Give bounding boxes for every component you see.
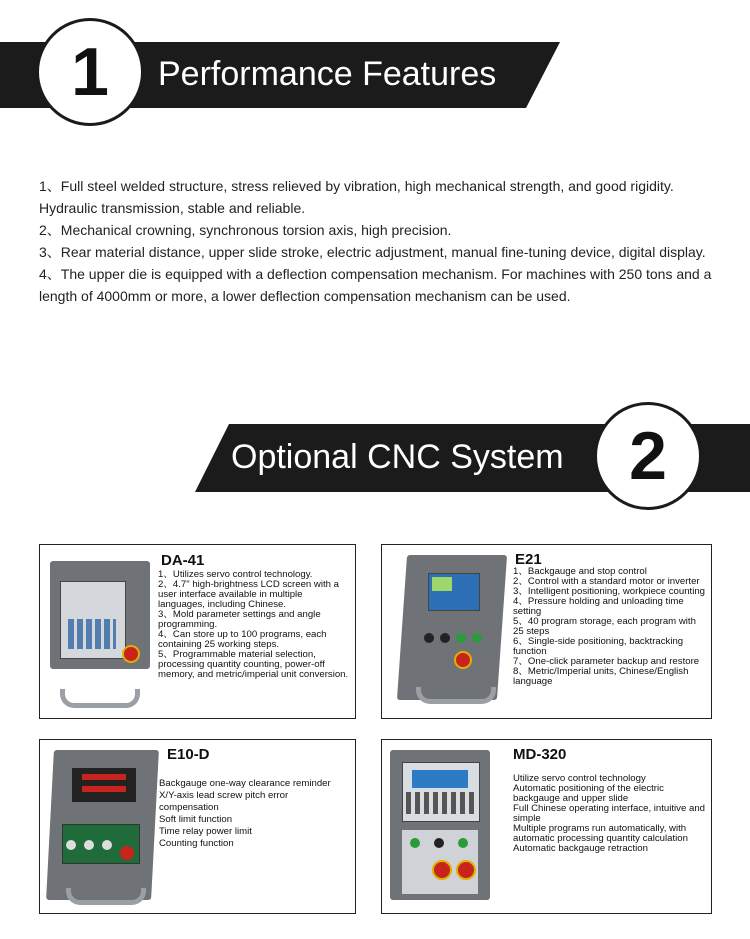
section2-number-badge (594, 402, 702, 510)
cnc-name: MD-320 (513, 746, 567, 763)
cnc-name: E21 (515, 551, 542, 568)
cnc-feature: Backgauge one-way clearance reminder (159, 778, 331, 789)
cnc-feature: 8、Metric/Imperial units, Chinese/English language (513, 666, 689, 687)
cnc-feature: 4、Can store up to 100 programs, each containing 25 working steps. (158, 629, 327, 650)
cnc-feature: 2、Control with a standard motor or inverter (513, 576, 700, 587)
cnc-card-md320 (381, 739, 712, 914)
cnc-feature: Soft limit function (159, 814, 233, 825)
cnc-feature: 7、One-click parameter backup and restore (513, 656, 700, 667)
cnc-feature-list (513, 567, 709, 687)
cnc-feature: 2、4.7" high-brightness LCD screen with a user interface available in multiple languages, including Chinese. (158, 579, 339, 610)
cnc-name: E10-D (167, 746, 210, 763)
feature-item: 4、The upper die is equipped with a deflection compensation mechanism. For machines with 250 tons and a length of 4000mm or more, a lower deflection compensation mechanism can be used. (39, 266, 712, 304)
cnc-feature: Utilize servo control technology (513, 773, 646, 784)
cnc-feature: 6、Single-side positioning, backtracking function (513, 636, 684, 657)
cnc-feature: Time relay power limit (159, 826, 252, 837)
section1-title: Performance Features (158, 55, 497, 93)
cnc-feature: 1、Utilizes servo control technology. (158, 569, 313, 580)
cnc-card-da41 (39, 544, 356, 719)
cnc-name: DA-41 (161, 552, 205, 569)
e21-controller-image (402, 555, 502, 715)
cnc-feature: Counting function (159, 838, 234, 849)
feature-item: 2、Mechanical crowning, synchronous torsion axis, high precision. (39, 222, 452, 238)
cnc-card-e10d (39, 739, 356, 914)
cnc-feature: 3、Mold parameter settings and angle programming. (158, 609, 321, 630)
cnc-feature: 4、Pressure holding and unloading time setting (513, 596, 684, 617)
feature-item: 1、Full steel welded structure, stress relieved by vibration, high mechanical strength, and good rigidity. Hydraulic transmission, stable and reliable. (39, 178, 674, 216)
cnc-feature: Full Chinese operating interface, intuitive and simple (513, 803, 705, 824)
cnc-feature: 1、Backgauge and stop control (513, 566, 647, 577)
section2-title: Optional CNC System (231, 438, 564, 476)
cnc-feature: 5、40 program storage, each program with 25 steps (513, 616, 696, 637)
cnc-feature: Multiple programs run automatically, with automatic processing quantity calculation (513, 823, 688, 844)
cnc-feature: Automatic positioning of the electric backgauge and upper slide (513, 783, 664, 804)
cnc-feature: Automatic backgauge retraction (513, 843, 648, 854)
e10d-controller-image (50, 750, 155, 910)
cnc-feature: 5、Programmable material selection, processing quantity counting, power-off memory, and metric/imperial unit conversion. (158, 649, 349, 680)
cnc-feature-list (159, 778, 349, 850)
cnc-card-e21 (381, 544, 712, 719)
section1-number-badge (36, 18, 144, 126)
cnc-feature: 3、Intelligent positioning, workpiece counting (513, 586, 705, 597)
cnc-feature-list (513, 774, 705, 854)
feature-item: 3、Rear material distance, upper slide stroke, electric adjustment, manual fine-tuning device, digital display. (39, 244, 706, 260)
section1-number: 1 (71, 34, 109, 110)
da41-controller-image (50, 561, 150, 711)
md320-controller-image (390, 750, 490, 910)
section2-number: 2 (629, 418, 667, 494)
cnc-feature-list (158, 570, 350, 680)
cnc-feature: X/Y-axis lead screw pitch error compensation (159, 790, 289, 813)
performance-features-list (39, 175, 719, 307)
